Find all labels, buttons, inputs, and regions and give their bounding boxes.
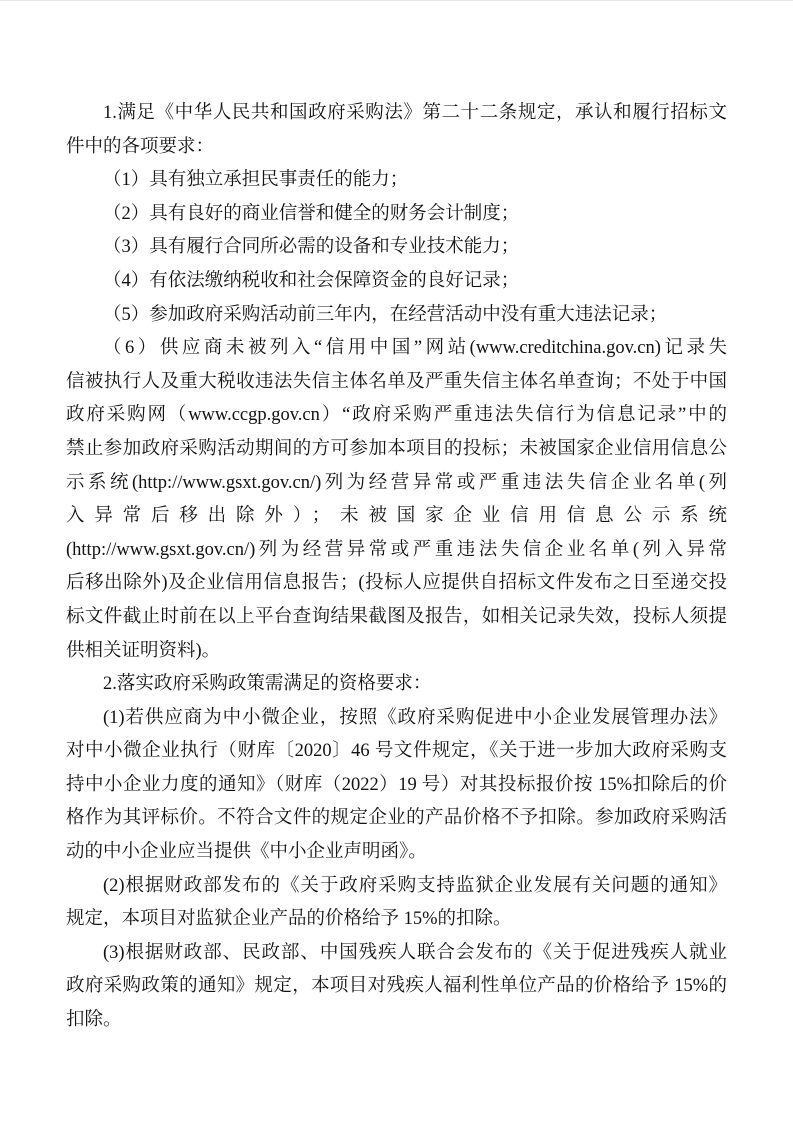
doc-line: 信被执行人及重大税收违法失信主体名单及严重失信主体名单查询；不处于中国 [66, 371, 727, 392]
doc-line: (1)若供应商为中小微企业，按照《政府采购促进中小企业发展管理办法》 [103, 707, 727, 728]
doc-line: (http://www.gsxt.gov.cn/)列为经营异常或严重违法失信企业名单(列入异常 [66, 539, 727, 560]
doc-line: 政府采购政策的通知》规定，本项目对残疾人福利性单位产品的价格给予 15%的 [66, 976, 727, 997]
doc-line: 规定，本项目对监狱企业产品的价格给予 15%的扣除。 [66, 909, 512, 930]
doc-line: 动的中小企业应当提供《中小企业声明函》。 [66, 842, 427, 863]
doc-line: (2)根据财政部发布的《关于政府采购支持监狱企业发展有关问题的通知》 [103, 875, 727, 896]
doc-line: 标文件截止时前在以上平台查询结果截图及报告，如相关记录失效，投标人须提 [66, 606, 727, 627]
doc-line: 后移出除外)及企业信用信息报告；(投标人应提供自招标文件发布之日至递交投 [66, 573, 727, 594]
doc-line: （2）具有良好的商业信誉和健全的财务会计制度； [103, 203, 520, 224]
doc-line: 对中小微企业执行（财库〔2020〕46 号文件规定，《关于进一步加大政府采购支 [66, 741, 727, 762]
doc-line: 供相关证明资料)。 [66, 640, 221, 661]
doc-line: （3）具有履行合同所必需的设备和专业技术能力； [103, 237, 520, 258]
doc-line: (3)根据财政部、民政部、中国残疾人联合会发布的《关于促进残疾人就业 [103, 942, 727, 963]
doc-line: 格作为其评标价。不符合文件的规定企业的产品价格不予扣除。参加政府采购活 [66, 808, 727, 829]
doc-line: （5）参加政府采购活动前三年内，在经营活动中没有重大违法记录； [103, 304, 668, 325]
doc-line: 禁止参加政府采购活动期间的方可参加本项目的投标；未被国家企业信用信息公 [66, 438, 727, 459]
doc-line: 扣除。 [66, 1010, 122, 1031]
doc-line: 件中的各项要求： [66, 136, 215, 157]
doc-line: 政府采购网（www.ccgp.gov.cn）“政府采购严重违法失信行为信息记录”中的 [66, 405, 727, 426]
doc-line: （4）有依法缴纳税收和社会保障资金的良好记录； [103, 270, 520, 291]
document-text-block [66, 97, 727, 1038]
doc-line: 持中小企业力度的通知》（财库（2022）19 号）对其投标报价按 15%扣除后的价 [66, 774, 727, 795]
doc-line: 入异常后移出除外）；未被国家企业信用信息公示系统 [66, 506, 727, 527]
doc-line: 示系统(http://www.gsxt.gov.cn/)列为经营异常或严重违法失信企业名单(列 [66, 472, 727, 493]
doc-line: （6）供应商未被列入“信用中国”网站(www.creditchina.gov.cn)记录失 [103, 338, 727, 359]
doc-line: 2.落实政府采购政策需满足的资格要求： [103, 674, 432, 695]
doc-line: 1.满足《中华人民共和国政府采购法》第二十二条规定，承认和履行招标文 [103, 103, 727, 123]
doc-line: （1）具有独立承担民事责任的能力； [103, 170, 409, 191]
